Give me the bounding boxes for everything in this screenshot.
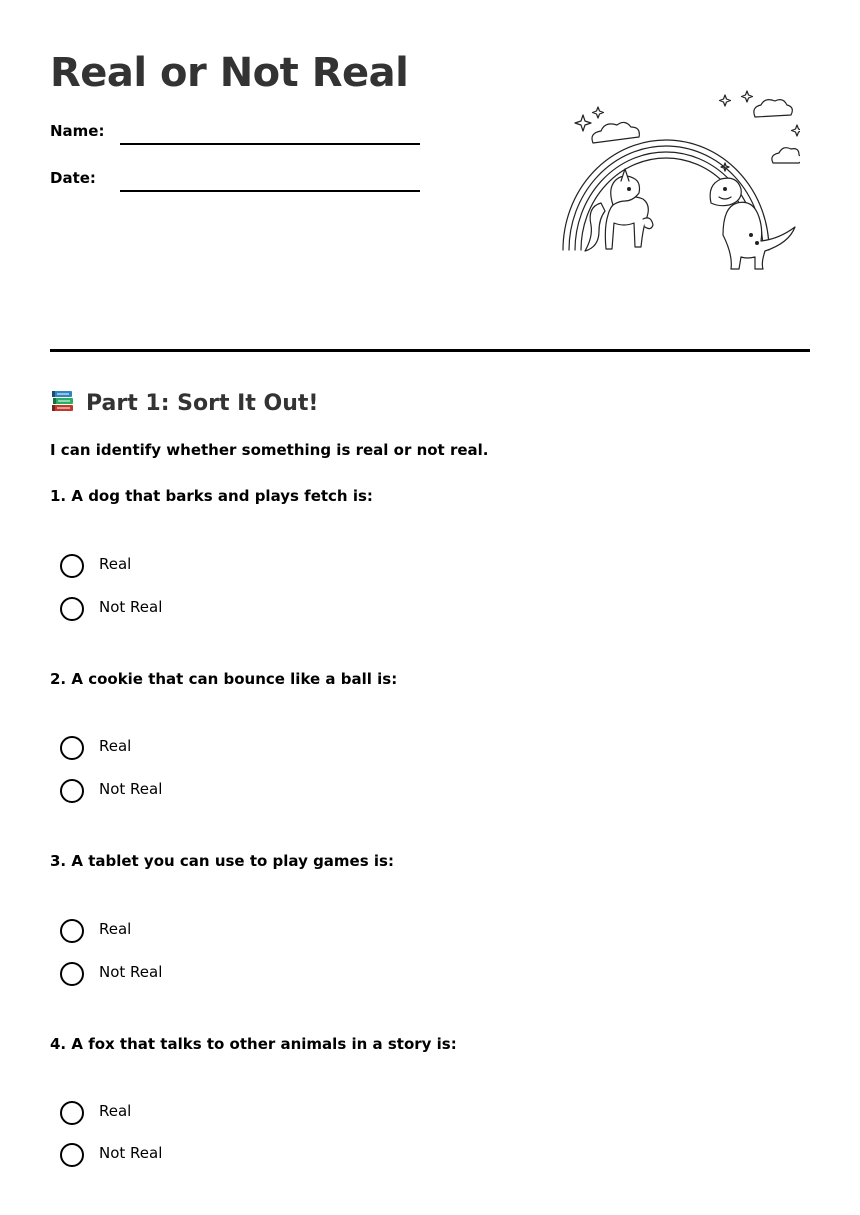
name-field[interactable] bbox=[50, 122, 430, 146]
question-1-option-not-real[interactable] bbox=[60, 597, 260, 623]
date-field[interactable] bbox=[50, 169, 430, 193]
radio-button[interactable] bbox=[60, 1143, 84, 1167]
date-line[interactable] bbox=[120, 190, 420, 192]
radio-button[interactable] bbox=[60, 962, 84, 986]
question-1 bbox=[50, 487, 810, 667]
radio-button[interactable] bbox=[60, 736, 84, 760]
option-label: Real bbox=[99, 1102, 132, 1120]
option-label: Real bbox=[99, 555, 132, 573]
question-text: 4. A fox that talks to other animals in a story is: bbox=[50, 1035, 457, 1053]
question-3 bbox=[50, 852, 810, 1032]
radio-button[interactable] bbox=[60, 919, 84, 943]
rainbow-unicorn-dinosaur-illustration bbox=[555, 85, 800, 290]
question-3-option-real[interactable] bbox=[60, 919, 260, 945]
option-label: Not Real bbox=[99, 963, 163, 981]
radio-button[interactable] bbox=[60, 779, 84, 803]
learning-objective: I can identify whether something is real or not real. bbox=[50, 441, 489, 459]
question-2-option-not-real[interactable] bbox=[60, 779, 260, 805]
radio-button[interactable] bbox=[60, 554, 84, 578]
question-1-option-real[interactable] bbox=[60, 554, 260, 580]
books-icon bbox=[50, 388, 76, 414]
question-4 bbox=[50, 1035, 810, 1215]
option-label: Not Real bbox=[99, 1144, 163, 1162]
option-label: Real bbox=[99, 920, 132, 938]
date-label: Date: bbox=[50, 169, 96, 187]
part1-title bbox=[50, 388, 318, 416]
section-divider bbox=[50, 349, 810, 352]
page-title: Real or Not Real bbox=[50, 50, 409, 96]
radio-button[interactable] bbox=[60, 1101, 84, 1125]
name-line[interactable] bbox=[120, 143, 420, 145]
option-label: Real bbox=[99, 737, 132, 755]
question-text: 3. A tablet you can use to play games is: bbox=[50, 852, 394, 870]
option-label: Not Real bbox=[99, 780, 163, 798]
option-label: Not Real bbox=[99, 598, 163, 616]
question-2 bbox=[50, 670, 810, 850]
question-3-option-not-real[interactable] bbox=[60, 962, 260, 988]
question-2-option-real[interactable] bbox=[60, 736, 260, 762]
question-text: 2. A cookie that can bounce like a ball is: bbox=[50, 670, 398, 688]
name-label: Name: bbox=[50, 122, 105, 140]
question-4-option-real[interactable] bbox=[60, 1101, 260, 1127]
radio-button[interactable] bbox=[60, 597, 84, 621]
part1-title-text: Part 1: Sort It Out! bbox=[86, 391, 319, 416]
question-text: 1. A dog that barks and plays fetch is: bbox=[50, 487, 373, 505]
question-4-option-not-real[interactable] bbox=[60, 1143, 260, 1169]
